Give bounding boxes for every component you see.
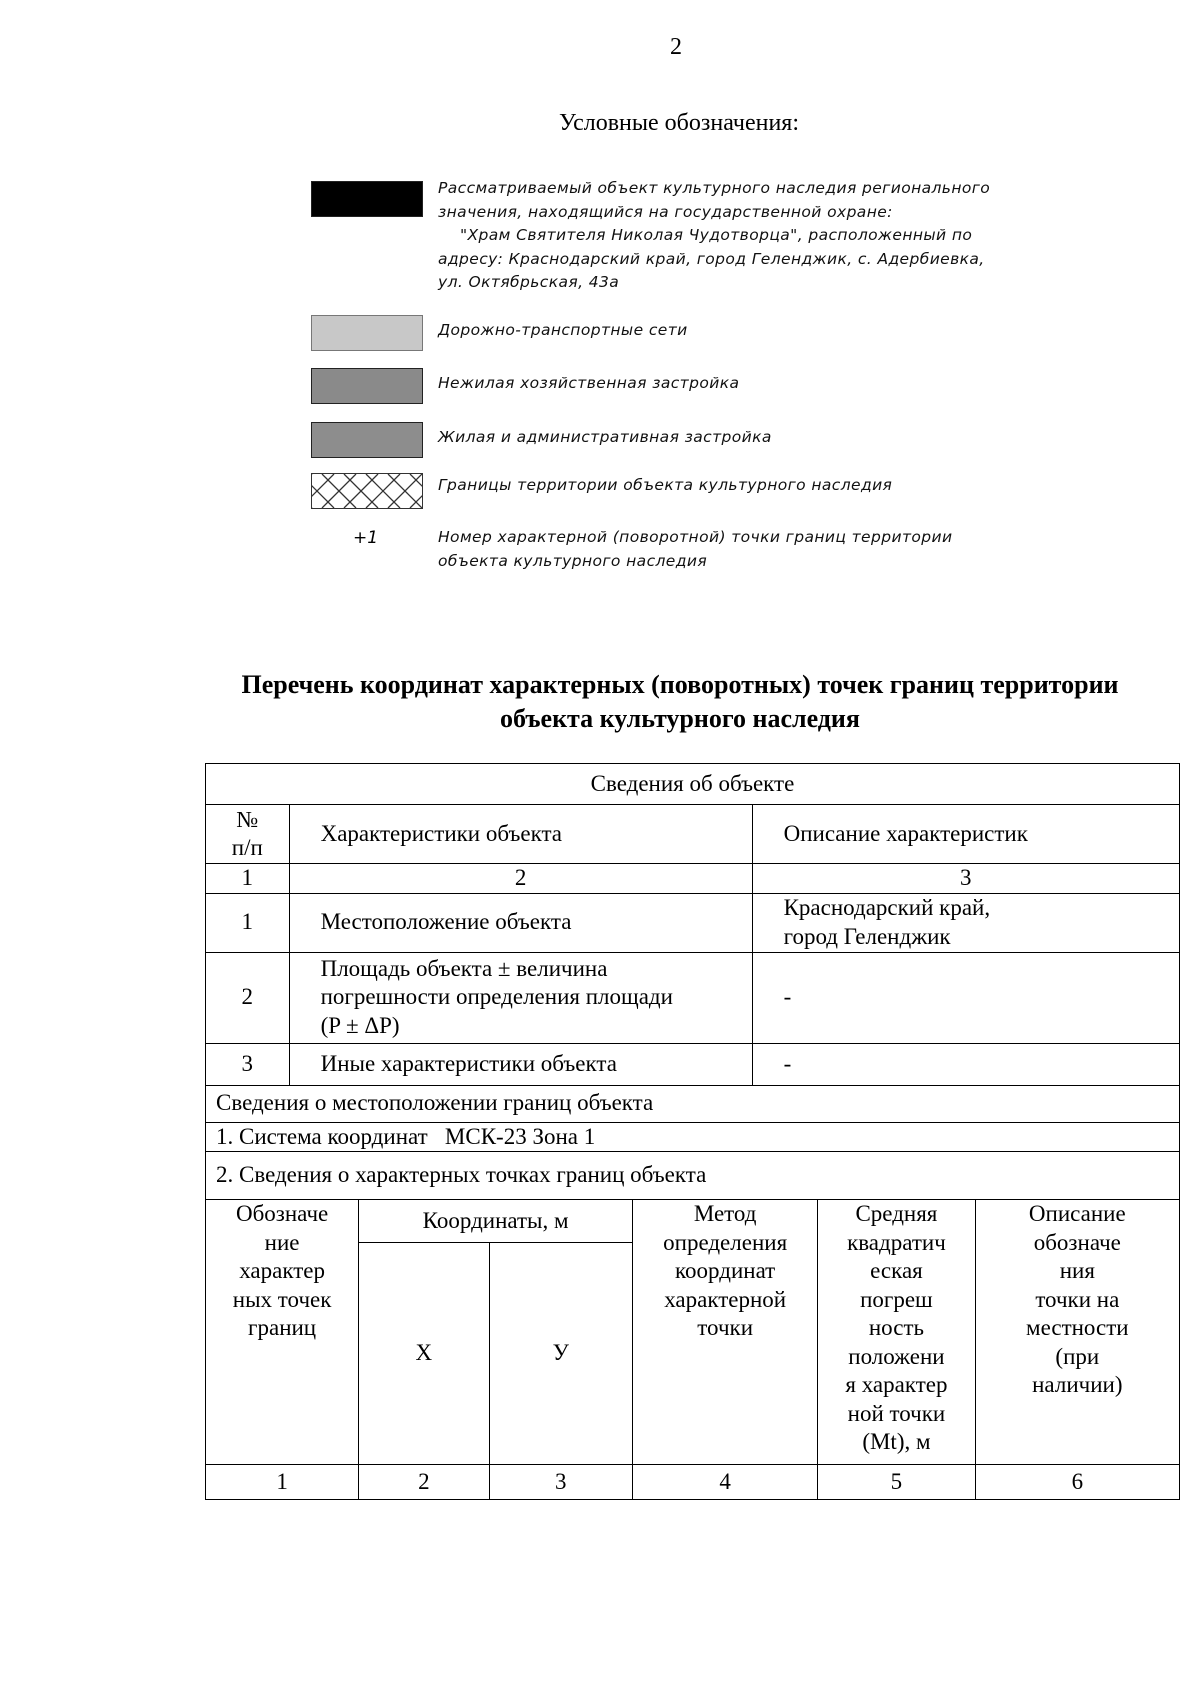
legend-title: Условные обозначения: (558, 110, 800, 136)
page-number: 2 (670, 34, 682, 60)
header-line: Метод (693, 1201, 757, 1226)
column-number: 4 (633, 1465, 818, 1500)
header-line: обозначе (1033, 1229, 1121, 1255)
legend-item-nonresidential (311, 368, 1071, 404)
table-row (206, 1152, 1180, 1200)
header-line: Обозначе (235, 1201, 329, 1226)
heading-line: Перечень координат характерных (поворотных) точек границ территории (241, 670, 1119, 699)
object-info-table (205, 763, 1180, 1500)
num-header (206, 805, 290, 864)
legend-text (438, 177, 1068, 295)
legend-item-turning-point (311, 530, 1071, 580)
header-line: ния (1059, 1258, 1095, 1283)
header-line: ность (868, 1315, 924, 1340)
name-line: Площадь объекта ± величина (320, 955, 608, 981)
table-row (206, 764, 1180, 805)
header-line: характерной (664, 1286, 787, 1312)
legend-text (438, 474, 1068, 498)
header-line: границ (248, 1315, 317, 1340)
legend-line: значения, находящийся на государственной охране: (438, 202, 893, 221)
legend-text (438, 426, 1068, 450)
legend-line: объекта культурного наследия (438, 551, 708, 570)
legend-item-heritage-object (311, 181, 1071, 301)
header-line: положени (848, 1343, 945, 1369)
legend-line: Нежилая хозяйственная застройка (438, 374, 740, 392)
header-line: характер (239, 1258, 325, 1283)
header-line: я характер (845, 1372, 948, 1397)
legend-text (438, 372, 1068, 396)
row-number: 2 (206, 952, 290, 1043)
table-header-row (206, 805, 1180, 864)
legend-item-territory-boundaries (311, 473, 1071, 509)
point-description-header (975, 1200, 1179, 1465)
description-header: Описание характеристик (752, 805, 1179, 864)
header-line: определения (663, 1229, 788, 1255)
header-line: точки (697, 1315, 753, 1340)
characteristics-header: Характеристики объекта (289, 805, 752, 864)
legend-line: Дорожно-транспортные сети (438, 321, 688, 339)
section-title: Сведения об объекте (206, 764, 1180, 805)
header-line: ных точек (232, 1286, 332, 1312)
coordinate-system: 1. Система координат МСК-23 Зона 1 (206, 1122, 1180, 1152)
error-header (818, 1200, 975, 1465)
row-number: 3 (206, 1043, 290, 1085)
header-line: п/п (231, 835, 263, 860)
column-number: 2 (359, 1465, 489, 1500)
points-section-title: 2. Сведения о характерных точках границ объекта (206, 1152, 1180, 1200)
header-line: наличии) (1032, 1372, 1123, 1397)
header-line: Описание (1028, 1201, 1126, 1226)
column-number: 3 (752, 864, 1179, 894)
table-row (206, 952, 1180, 1043)
legend-item-road-networks (311, 315, 1071, 351)
legend-item-residential-admin (311, 422, 1071, 458)
characteristic-name (289, 952, 752, 1043)
characteristic-name: Местоположение объекта (289, 893, 752, 952)
column-numbers-row (206, 864, 1180, 894)
header-line: еская (870, 1258, 923, 1283)
header-line: квадратич (847, 1229, 946, 1255)
points-column-numbers-row (206, 1465, 1180, 1500)
x-header: Х (359, 1243, 489, 1465)
name-line: (P ± ΔP) (320, 1012, 400, 1038)
header-line: точки на (1035, 1286, 1120, 1312)
column-number: 6 (975, 1465, 1179, 1500)
table-row (206, 893, 1180, 952)
characteristic-value: - (752, 1043, 1179, 1085)
legend-line: ул. Октябрьская, 43а (438, 273, 620, 291)
legend-swatch-black (311, 181, 423, 217)
legend-text (438, 319, 1068, 343)
header-line: Средняя (855, 1201, 938, 1226)
coordinates-list-heading (195, 668, 1165, 736)
header-line: координат (675, 1258, 776, 1283)
header-line: ние (264, 1229, 300, 1255)
header-line: (Mt), м (862, 1429, 931, 1454)
legend-text (438, 526, 1068, 573)
legend-swatch-cross-hatch (311, 473, 423, 509)
table-row (206, 1085, 1180, 1122)
points-header-row (206, 1200, 1180, 1243)
header-line: (при (1055, 1343, 1100, 1369)
characteristic-value (752, 893, 1179, 952)
legend-line: Жилая и административная застройка (438, 428, 772, 446)
legend-line: адресу: Краснодарский край, город Геленджик, с. Адербиевка, (438, 249, 985, 268)
heading-line: объекта культурного наследия (500, 704, 860, 733)
table-row (206, 1122, 1180, 1152)
value-line: Краснодарский край, (783, 895, 991, 920)
legend-swatch-gray (311, 368, 423, 404)
legend-line: Номер характерной (поворотной) точки границ территории (438, 528, 953, 546)
cross-hatch-pattern-icon (312, 474, 422, 508)
legend-line: Рассматриваемый объект культурного наследия регионального (438, 179, 991, 197)
plus-point-marker: +1 (353, 528, 379, 548)
table-row (206, 1043, 1180, 1085)
legend-line: "Храм Святителя Николая Чудотворца", расположенный по (460, 226, 973, 244)
header-line: местности (1026, 1315, 1129, 1340)
column-number: 3 (489, 1465, 633, 1500)
name-line: погрешности определения площади (320, 984, 673, 1010)
row-number: 1 (206, 893, 290, 952)
column-number: 2 (289, 864, 752, 894)
column-number: 1 (206, 1465, 359, 1500)
location-section-title: Сведения о местоположении границ объекта (206, 1085, 1180, 1122)
characteristic-value: - (752, 952, 1179, 1043)
y-header: У (489, 1243, 633, 1465)
method-header (633, 1200, 818, 1465)
header-line: ной точки (847, 1400, 946, 1426)
column-number: 5 (818, 1465, 975, 1500)
header-line: погреш (860, 1286, 933, 1312)
characteristic-name: Иные характеристики объекта (289, 1043, 752, 1085)
legend-swatch-light-gray (311, 315, 423, 351)
designation-header (206, 1200, 359, 1465)
legend-swatch-gray (311, 422, 423, 458)
legend-line: Границы территории объекта культурного наследия (438, 476, 893, 494)
header-line: № (236, 806, 259, 832)
column-number: 1 (206, 864, 290, 894)
coordinates-header: Координаты, м (359, 1200, 633, 1243)
value-line: город Геленджик (783, 923, 951, 949)
